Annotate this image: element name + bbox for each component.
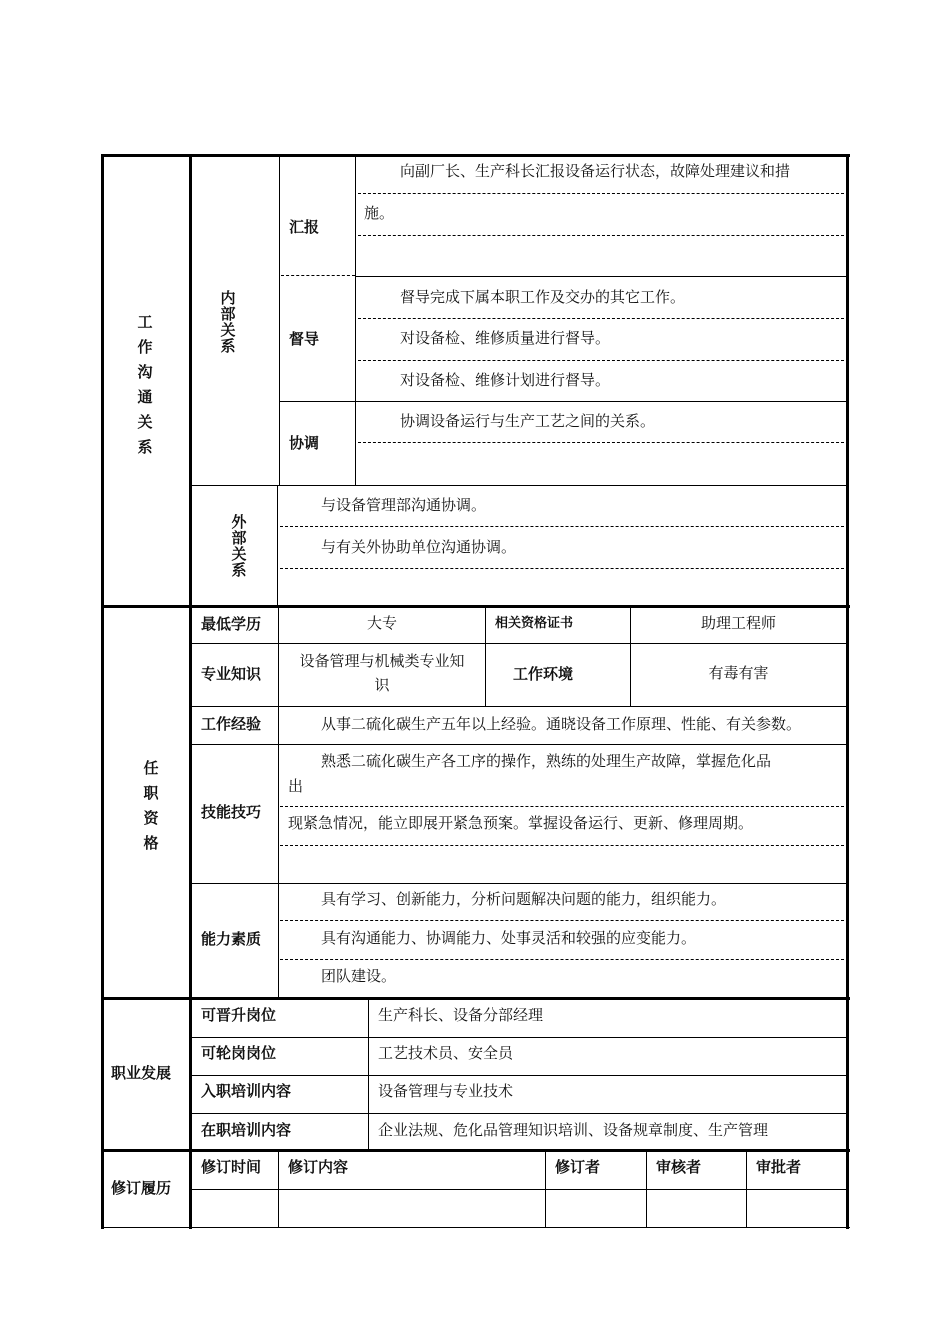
column-divider — [355, 155, 356, 485]
column-divider — [368, 999, 369, 1149]
row-divider — [190, 1075, 847, 1076]
column-divider — [189, 154, 192, 1229]
skills-line-1: 熟悉二硫化碳生产各工序的操作，熟练的处理生产故障，掌握危化品 — [321, 752, 772, 770]
dashed-line — [280, 806, 844, 807]
dashed-line — [280, 959, 844, 960]
report-line-1: 向副厂长、生产科长汇报设备运行状态，故障处理建议和措 — [400, 162, 791, 180]
row-divider — [190, 706, 847, 707]
career-row-value: 企业法规、危化品管理知识培训、设备规章制度、生产管理 — [378, 1121, 769, 1139]
internal-relations-title: 内部关系 — [220, 289, 236, 355]
dashed-line — [280, 526, 844, 527]
revision-header-approver: 审批者 — [756, 1158, 802, 1176]
knowledge-value-line-2: 识 — [374, 676, 390, 694]
env-value: 有毒有害 — [708, 664, 769, 682]
career-row-label: 可轮岗岗位 — [201, 1044, 277, 1062]
row-divider — [356, 276, 847, 277]
row-divider — [190, 1037, 847, 1038]
report-line-2: 施。 — [364, 204, 395, 222]
skills-line-2: 出 — [288, 777, 304, 795]
supervise-line-2: 对设备检、维修质量进行督导。 — [400, 329, 611, 347]
report-label: 汇报 — [289, 218, 320, 236]
skills-line-3: 现紧急情况，能立即展开紧急预案。掌握设备运行、更新、修理周期。 — [288, 814, 754, 832]
dashed-line — [280, 568, 844, 569]
revision-header-reviser: 修订者 — [555, 1158, 601, 1176]
cert-label: 相关资格证书 — [495, 616, 574, 631]
skills-label: 技能技巧 — [201, 803, 262, 821]
row-divider — [190, 1113, 847, 1114]
ability-line-3: 团队建设。 — [321, 967, 397, 985]
dashed-line — [358, 442, 844, 443]
education-value: 大专 — [366, 614, 397, 632]
revision-header-time: 修订时间 — [201, 1158, 262, 1176]
table-right-border — [846, 154, 849, 1229]
dashed-line — [358, 235, 844, 236]
row-divider — [190, 1189, 847, 1190]
section-divider — [101, 1149, 850, 1152]
career-row-value: 设备管理与专业技术 — [378, 1082, 514, 1100]
external-line-1: 与设备管理部沟通协调。 — [321, 496, 487, 514]
education-label: 最低学历 — [201, 615, 262, 633]
row-divider — [190, 883, 847, 884]
table-left-border — [101, 154, 104, 1229]
column-divider — [277, 486, 278, 606]
table-top-border — [101, 154, 850, 157]
section-divider — [101, 997, 850, 1000]
dashed-line — [280, 920, 844, 921]
dashed-line — [358, 318, 844, 319]
column-divider — [485, 607, 486, 707]
row-divider — [281, 275, 355, 276]
ability-line-2: 具有沟通能力、协调能力、处事灵活和较强的应变能力。 — [321, 929, 697, 947]
revision-header-reviewer: 审核者 — [656, 1158, 702, 1176]
dashed-line — [280, 845, 844, 846]
supervise-line-3: 对设备检、维修计划进行督导。 — [400, 371, 611, 389]
coordinate-line-1: 协调设备运行与生产工艺之间的关系。 — [400, 412, 656, 430]
experience-value: 从事二硫化碳生产五年以上经验。通晓设备工作原理、性能、有关参数。 — [321, 715, 802, 733]
career-row-value: 工艺技术员、安全员 — [378, 1044, 514, 1062]
experience-label: 工作经验 — [201, 715, 262, 733]
ability-line-1: 具有学习、创新能力，分析问题解决问题的能力，组织能力。 — [321, 890, 727, 908]
column-divider — [279, 155, 280, 485]
qualification-title: 任职资格 — [143, 759, 159, 852]
supervise-line-1: 督导完成下属本职工作及交办的其它工作。 — [400, 288, 686, 306]
communication-title: 工作沟通关系 — [137, 313, 153, 456]
knowledge-label: 专业知识 — [201, 665, 262, 683]
row-divider — [190, 744, 847, 745]
cert-value: 助理工程师 — [700, 614, 776, 632]
row-divider — [356, 401, 847, 402]
career-row-label: 可晋升岗位 — [201, 1006, 277, 1024]
dashed-line — [358, 360, 844, 361]
ability-label: 能力素质 — [201, 930, 262, 948]
career-row-label: 在职培训内容 — [201, 1121, 292, 1139]
knowledge-value-line-1: 设备管理与机械类专业知 — [299, 652, 465, 670]
career-row-label: 入职培训内容 — [201, 1082, 292, 1100]
row-divider — [280, 401, 356, 402]
row-divider — [190, 485, 847, 486]
dashed-line — [358, 193, 844, 194]
row-divider — [190, 643, 847, 644]
coordinate-label: 协调 — [289, 434, 320, 452]
revision-header-content: 修订内容 — [288, 1158, 349, 1176]
external-line-2: 与有关外协助单位沟通协调。 — [321, 538, 517, 556]
env-label: 工作环境 — [513, 665, 574, 683]
section-divider — [101, 605, 850, 608]
supervise-label: 督导 — [289, 330, 320, 348]
revision-title: 修订履历 — [111, 1179, 172, 1197]
career-row-value: 生产科长、设备分部经理 — [378, 1006, 544, 1024]
external-relations-title: 外部关系 — [231, 513, 247, 579]
career-title: 职业发展 — [111, 1064, 172, 1082]
table-bottom-border — [101, 1227, 850, 1228]
